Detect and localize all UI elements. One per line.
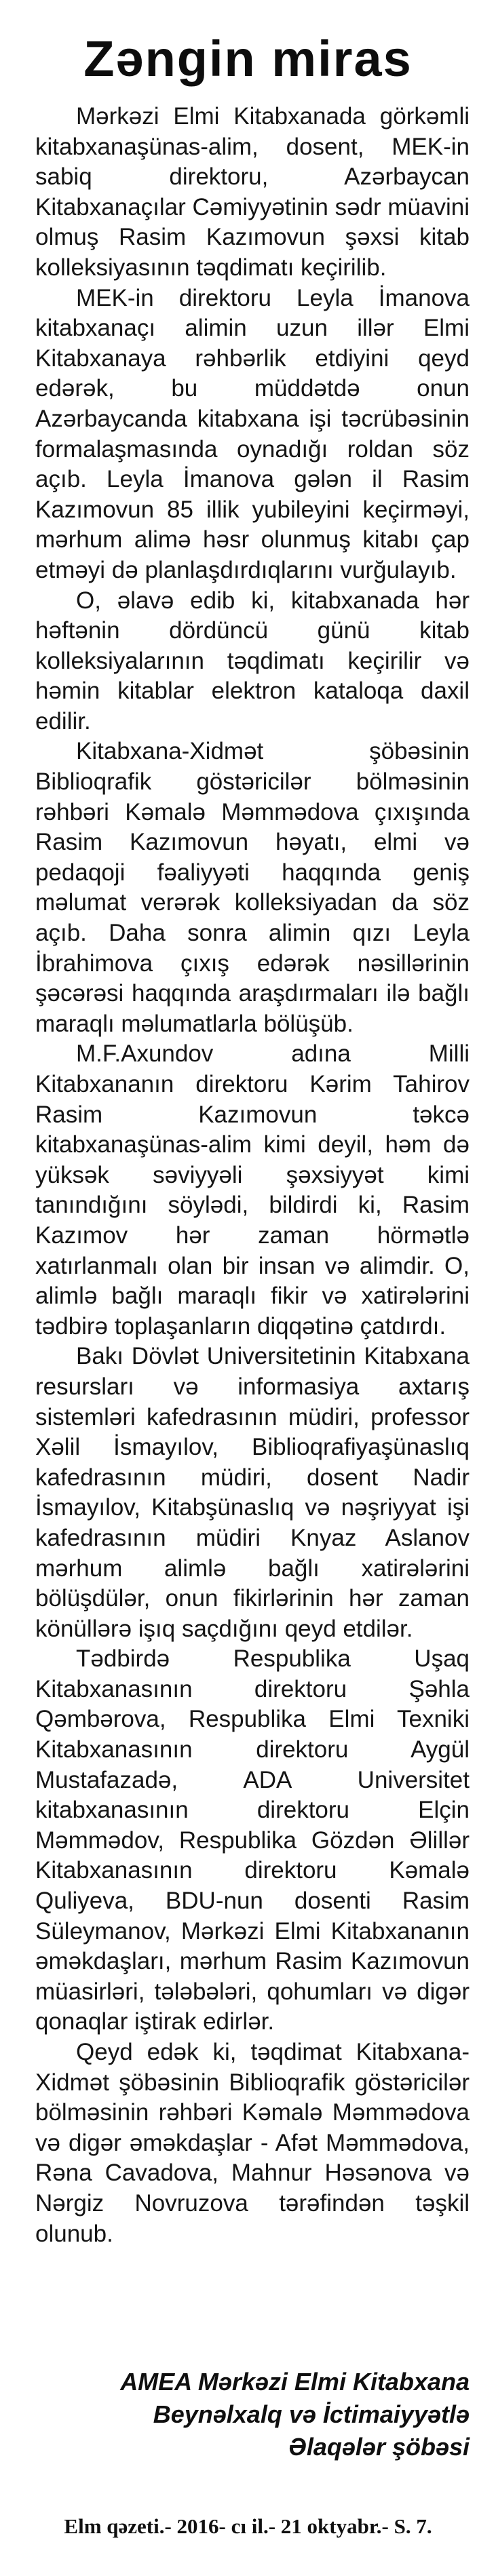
article-paragraph-5: M.F.Axundov adına Milli Kitabxananın direktoru Kərim Tahirov Rasim Kazımovun təkcə kitabxanaşünas-alim kimi deyil, həm də yüksək səviyyəli şəxsiyyət kimi tanındığını söylədi, bildirdi ki, Rasim Kazımov hər zaman hörmətlə xatırlanmalı olan bir insan və alimdir. O, alimlə bağlı maraqlı fikir və xatirələrini tədbirə toplaşanların diqqətinə çatdırdı. bbox=[35, 1040, 470, 1340]
source-citation: Elm qəzeti.- 2016- cı il.- 21 oktyabr.- S. 7. bbox=[64, 2514, 432, 2538]
signature-line-1: AMEA Mərkəzi Elmi Kitabxana bbox=[120, 2368, 470, 2396]
article-paragraph-1: Mərkəzi Elmi Kitabxanada görkəmli kitabxanaşünas-alim, dosent, MEK-in sabiq direktoru, Azərbaycan Kitabxanaçılar Cəmiyyətinin sədr müavini olmuş Rasim Kazımovun şəxsi kitab kolleksiyasının təqdimatı keçirilib. bbox=[35, 103, 470, 281]
article-signature bbox=[35, 2366, 470, 2463]
article-paragraph-8: Qeyd edək ki, təqdimat Kitabxana-Xidmət şöbəsinin Biblioqrafik göstəricilər bölməsinin rəhbəri Kəmalə Məmmədova və digər əməkdaşlar - Afət Məmmədova, Rəna Cavadova, Mahnur Həsənova və Nərgiz Novruzova tərəfindən təşkil olunub. bbox=[35, 2039, 470, 2247]
article-paragraph-2: MEK-in direktoru Leyla İmanova kitabxanaçı alimin uzun illər Elmi Kitabxanaya rəhbərlik etdiyini qeyd edərək, bu müddətdə onun Azərbaycanda kitabxana işi təcrübəsinin formalaşmasında oynadığı roldan söz açıb. Leyla İmanova gələn il Rasim Kazımovun 85 illik yubileyini keçirməyi, mərhum alimə həsr olunmuş kitabı çap etməyi də planlaşdırdıqlarını vurğulayıb. bbox=[35, 284, 470, 583]
article-paragraph-7: Tədbirdə Respublika Uşaq Kitabxanasının direktoru Şəhla Qəmbərova, Respublika Elmi Texniki Kitabxanasının direktoru Aygül Mustafazadə, ADA Universitet kitabxanasının direktoru Elçin Məmmədov, Respublika Gözdən Əlillər Kitabxanasının direktoru Kəmalə Quliyeva, BDU-nun dosenti Rasim Süleymanov, Mərkəzi Elmi Kitabxananın əməkdaşları, mərhum Rasim Kazımovun müasirləri, tələbələri, qohumları və digər qonaqlar iştirak edirlər. bbox=[35, 1645, 470, 2035]
signature-line-2: Beynəlxalq və İctimaiyyətlə bbox=[153, 2400, 470, 2428]
article-body bbox=[35, 102, 470, 2249]
article-paragraph-6: Bakı Dövlət Universitetinin Kitabxana resursları və informasiya axtarış sistemləri kafedrasının müdiri, professor Xəlil İsmayılov, Biblioqrafiyaşünaslıq kafedrasının müdiri, dosent Nadir İsmayılov, Kitabşünaslıq və nəşriyyat işi kafedrasının müdiri Knyaz Aslanov mərhum alimlə bağlı xatirələrini bölüşdülər, onun fikirlərinin hər zaman könüllərə işıq saçdığını qeyd etdilər. bbox=[35, 1343, 470, 1642]
article-paragraph-3: O, əlavə edib ki, kitabxanada hər həftənin dördüncü günü kitab kolleksiyalarının təqdimatı keçirilir və həmin kitablar elektron kataloqa daxil edilir. bbox=[35, 587, 470, 735]
article-headline: Zəngin miras bbox=[83, 31, 413, 87]
signature-line-3: Əlaqələr şöbəsi bbox=[288, 2433, 470, 2461]
article-paragraph-4: Kitabxana-Xidmət şöbəsinin Biblioqrafik göstəricilər bölməsinin rəhbəri Kəmalə Məmmədova çıxışında Rasim Kazımovun həyatı, elmi və pedaqoji fəaliyyəti haqqında geniş məlumat verərək kolleksiyadan da söz açıb. Daha sonra alimin qızı Leyla İbrahimova çıxış edərək nəsillərinin şəcərəsi haqqında araşdırmaları ilə bağlı maraqlı məlumatlarla bölüşüb. bbox=[35, 738, 470, 1037]
